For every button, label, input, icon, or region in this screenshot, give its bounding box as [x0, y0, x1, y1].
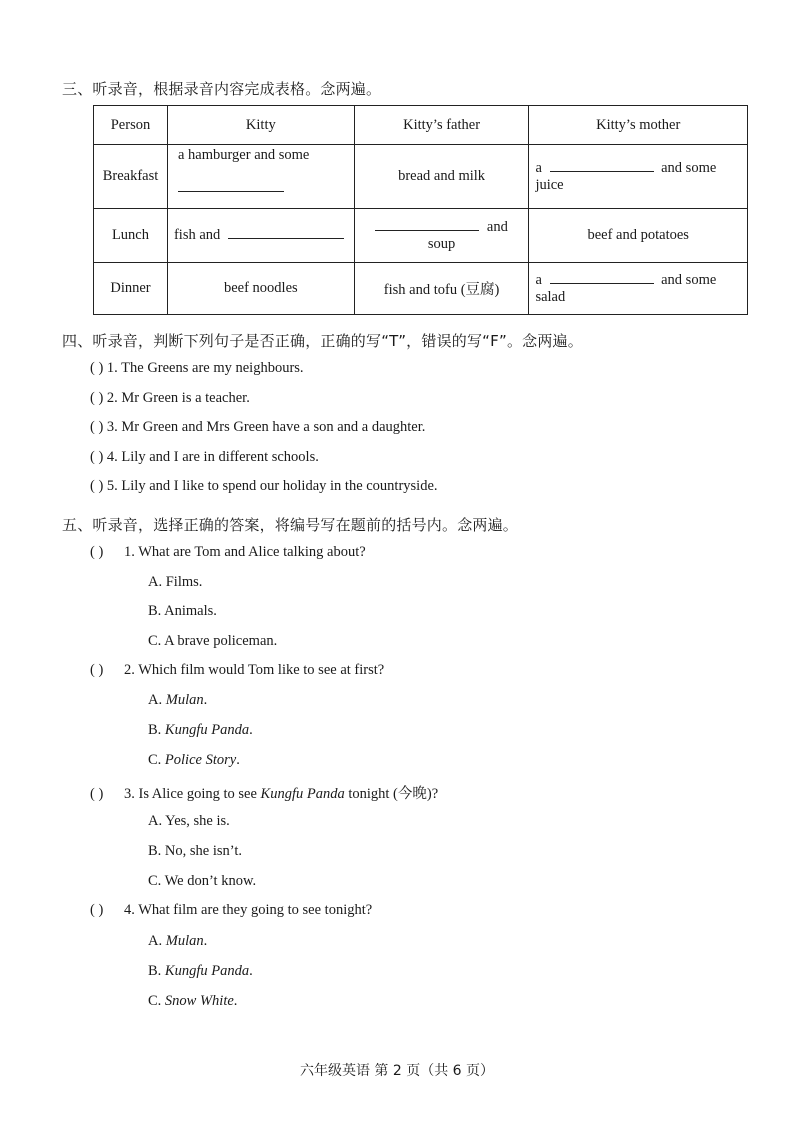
answer-paren-4[interactable]: ( )	[90, 902, 104, 918]
q2-c-title: Police Story	[164, 752, 237, 768]
dinner-mother-cell	[529, 263, 748, 315]
q2-option-a: A. Mulan.	[148, 692, 208, 708]
lunch-kitty-blank[interactable]	[228, 238, 344, 239]
answer-paren-2[interactable]: ( )	[90, 662, 104, 678]
lunch-father-text: and soup	[427, 218, 508, 252]
dinner-mother-blank[interactable]	[550, 283, 654, 284]
breakfast-kitty-text: a hamburger and some	[177, 146, 310, 163]
question-3-film: Kungfu Panda	[260, 786, 345, 802]
tf-item-5[interactable]: ( ) 5. Lily and I like to spend our holiday in the countryside.	[90, 478, 438, 494]
dinner-mother-b: and some salad	[535, 271, 717, 305]
header-person: Person	[94, 106, 168, 145]
breakfast-father-cell: bread and milk	[354, 145, 529, 209]
q2-option-b: B. Kungfu Panda.	[148, 722, 253, 738]
table-row-lunch	[94, 209, 748, 263]
table-row-dinner	[94, 263, 748, 315]
breakfast-mother-blank[interactable]	[550, 171, 654, 172]
breakfast-kitty-blank[interactable]	[178, 191, 284, 192]
q3-option-b: B. No, she isn’t.	[148, 843, 242, 859]
section3-title: 三、听录音，根据录音内容完成表格。念两遍。	[62, 80, 382, 98]
lunch-father-cell	[354, 209, 529, 263]
q4-option-a: A. Mulan.	[148, 933, 208, 949]
q2-c-prefix: C.	[148, 752, 162, 768]
tf-item-1[interactable]: ( ) 1. The Greens are my neighbours.	[90, 360, 304, 376]
tf-item-4[interactable]: ( ) 4. Lily and I are in different schools.	[90, 449, 319, 465]
mc-question-3	[90, 782, 438, 803]
q4-c-title: Snow White	[164, 993, 234, 1009]
breakfast-kitty-cell	[167, 145, 354, 209]
q4-a-title: Mulan	[165, 933, 204, 949]
lunch-kitty-cell	[167, 209, 354, 263]
breakfast-mother-b: and some juice	[535, 159, 717, 193]
q1-option-a: A. Films.	[148, 574, 203, 590]
question-3-text-b: tonight (今晚)?	[348, 786, 439, 802]
header-father: Kitty’s father	[354, 106, 529, 145]
tf-item-3[interactable]: ( ) 3. Mr Green and Mrs Green have a son and a daughter.	[90, 419, 426, 435]
answer-paren-1[interactable]: ( )	[90, 544, 104, 560]
q2-a-prefix: A.	[148, 692, 163, 708]
q1-option-c: C. A brave policeman.	[148, 633, 278, 649]
header-kitty: Kitty	[167, 106, 354, 145]
q4-a-prefix: A.	[148, 933, 163, 949]
dinner-mother-a: a	[535, 271, 542, 288]
q2-option-c: C. Police Story.	[148, 752, 240, 768]
question-2-text: 2. Which film would Tom like to see at first?	[124, 662, 385, 678]
meal-table	[93, 105, 748, 315]
lunch-kitty-text: fish and	[173, 227, 221, 243]
lunch-father-blank[interactable]	[375, 230, 479, 231]
page-footer: 六年级英语 第 2 页（共 6 页）	[299, 1063, 495, 1079]
answer-paren-3[interactable]: ( )	[90, 786, 104, 802]
breakfast-mother-a: a	[535, 159, 542, 176]
q4-option-c: C. Snow White.	[148, 993, 238, 1009]
q3-option-c: C. We don’t know.	[148, 873, 257, 889]
header-mother: Kitty’s mother	[529, 106, 748, 145]
question-4-text: 4. What film are they going to see tonight?	[124, 902, 373, 918]
q2-a-title: Mulan	[165, 692, 204, 708]
q4-option-b: B. Kungfu Panda.	[148, 963, 253, 979]
q4-b-title: Kungfu Panda	[164, 963, 250, 979]
lunch-mother-cell: beef and potatoes	[529, 209, 748, 263]
question-3-text-a: 3. Is Alice going to see	[124, 786, 257, 802]
section5-title: 五、听录音，选择正确的答案，将编号写在题前的括号内。念两遍。	[62, 516, 519, 534]
q2-b-prefix: B.	[148, 722, 162, 738]
mc-question-1	[90, 544, 366, 561]
section4-title: 四、听录音，判断下列句子是否正确，正确的写“T”，错误的写“F”。念两遍。	[62, 332, 583, 350]
q3-option-a: A. Yes, she is.	[148, 813, 230, 829]
table-row-breakfast	[94, 145, 748, 209]
q4-c-prefix: C.	[148, 993, 162, 1009]
table-header-row	[94, 106, 748, 145]
row-label-lunch: Lunch	[94, 209, 168, 263]
row-label-breakfast: Breakfast	[94, 145, 168, 209]
q1-option-b: B. Animals.	[148, 603, 217, 619]
dinner-father-cell: fish and tofu (豆腐)	[354, 263, 529, 315]
dinner-kitty-cell: beef noodles	[167, 263, 354, 315]
q2-b-title: Kungfu Panda	[164, 722, 250, 738]
mc-question-4	[90, 902, 372, 919]
question-1-text: 1. What are Tom and Alice talking about?	[124, 544, 366, 560]
row-label-dinner: Dinner	[94, 263, 168, 315]
tf-item-2[interactable]: ( ) 2. Mr Green is a teacher.	[90, 390, 250, 406]
q4-b-prefix: B.	[148, 963, 162, 979]
breakfast-mother-cell	[529, 145, 748, 209]
mc-question-2	[90, 662, 384, 679]
